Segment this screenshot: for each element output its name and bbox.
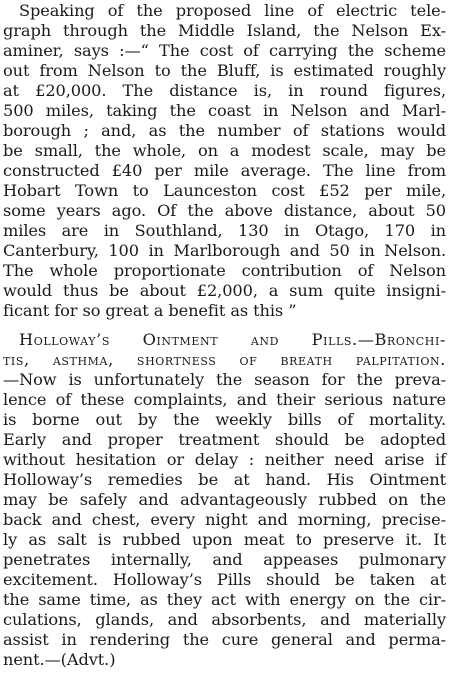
text-line: culations, glands, and absorbents, and materially <box>3 610 446 629</box>
ad-heading-line: Holloway’s Ointment and Pills.—Bronchi- <box>19 330 446 349</box>
text-line: ficant for so great a benefit as this ” <box>3 301 297 320</box>
text-line: be small, the whole, on a modest scale, may be <box>3 141 446 160</box>
text-line: —Now is unfortunately the season for the preva- <box>3 370 446 389</box>
text-line: would thus be about £2,000, a sum quite insigni- <box>3 281 446 300</box>
text-line: Hobart Town to Launceston cost £52 per mile, <box>3 181 446 200</box>
text-line: excitement. Holloway’s Pills should be taken at <box>3 570 446 589</box>
text-line: ly as salt is rubbed upon meat to preserve it. It <box>3 530 446 549</box>
text-line: miles are in Southland, 130 in Otago, 170 in <box>3 221 446 240</box>
text-line: aminer, says :—“ The cost of carrying the scheme <box>3 41 446 60</box>
text-line: constructed £40 per mile average. The line from <box>3 161 446 180</box>
text-line: Holloway’s remedies be at hand. His Ointment <box>3 470 446 489</box>
text-line: back and chest, every night and morning, precise- <box>3 510 446 529</box>
text-line: without hesitation or delay : neither need arise if <box>3 450 446 469</box>
text-line: the same time, as they act with energy on the cir- <box>3 590 446 609</box>
ad-heading-line: tis, asthma, shortness of breath palpitation. <box>3 350 446 369</box>
text-line: is borne out by the weekly bills of mortality. <box>3 410 446 429</box>
text-line: at £20,000. The distance is, in round figures, <box>3 81 446 100</box>
text-line: 500 miles, taking the coast in Nelson and Marl- <box>3 101 446 120</box>
text-line: may be safely and advantageously rubbed on the <box>3 490 446 509</box>
text-line: lence of these complaints, and their serious nature <box>3 390 446 409</box>
text-line: penetrates internally, and appeases pulmonary <box>3 550 446 569</box>
text-line: assist in rendering the cure general and perma- <box>3 630 446 649</box>
text-line: some years ago. Of the above distance, about 50 <box>3 201 446 220</box>
text-line: Early and proper treatment should be adopted <box>3 430 446 449</box>
text-line: out from Nelson to the Bluff, is estimated roughly <box>3 61 446 80</box>
text-line: nent.—(Advt.) <box>3 650 116 669</box>
text-line: Canterbury, 100 in Marlborough and 50 in Nelson. <box>3 241 446 260</box>
text-line: graph through the Middle Island, the Nelson Ex- <box>3 21 446 40</box>
text-line: borough ; and, as the number of stations would <box>3 121 446 140</box>
text-line: Speaking of the proposed line of electric tele- <box>19 1 446 20</box>
text-line: The whole proportionate contribution of Nelson <box>3 261 446 280</box>
